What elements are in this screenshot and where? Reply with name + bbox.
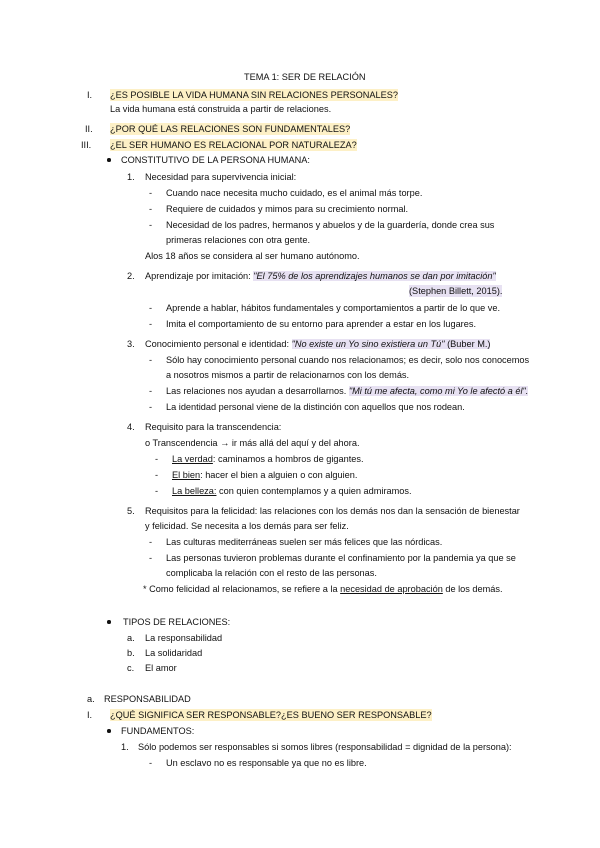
list-letter: c. bbox=[127, 663, 135, 673]
sub-item: o Transcendencia → ir más allá del aquí y del ahora. bbox=[145, 438, 360, 448]
list-item: Un esclavo no es responsable ya que no es libre. bbox=[166, 758, 367, 768]
dash: - bbox=[149, 319, 153, 329]
subheading: FUNDAMENTOS: bbox=[121, 726, 195, 736]
item-heading: Sólo podemos ser responsables si somos libres (responsabilidad = dignidad de la persona): bbox=[138, 742, 512, 752]
underlined-term: El bien bbox=[172, 470, 201, 480]
underlined-term: La belleza: bbox=[172, 486, 217, 496]
dash: - bbox=[149, 386, 153, 396]
list-item: La responsabilidad bbox=[145, 633, 223, 643]
section-number: III. bbox=[81, 140, 92, 150]
section-letter: a. bbox=[87, 694, 95, 704]
dash: - bbox=[155, 486, 159, 496]
list-item: Las culturas mediterráneas suelen ser más felices que las nórdicas. bbox=[166, 537, 443, 547]
note-text: de los demás. bbox=[442, 584, 503, 594]
item-heading-text: Aprendizaje por imitación: bbox=[145, 271, 254, 281]
list-item: La identidad personal viene de la distinción con aquellos que nos rodean. bbox=[166, 402, 465, 412]
list-item: El amor bbox=[145, 663, 177, 673]
subheading: TIPOS DE RELACIONES: bbox=[123, 617, 231, 627]
list-item: Imita el comportamiento de su entorno para aprender a estar en los lugares. bbox=[166, 319, 476, 329]
item-heading bbox=[145, 270, 496, 282]
section-number: I. bbox=[87, 710, 93, 720]
list-letter: a. bbox=[127, 633, 135, 643]
citation: (Buber M.) bbox=[444, 339, 491, 349]
list-item-text: : caminamos a hombros de gigantes. bbox=[212, 454, 364, 464]
list-item bbox=[172, 469, 357, 481]
bullet bbox=[107, 158, 111, 162]
list-item: Sólo hay conocimiento personal cuando nos relacionamos; es decir, solo nos conocemos bbox=[166, 355, 530, 365]
quote: "Mi tú me afecta, como mi Yo le afectó a él". bbox=[348, 386, 529, 396]
list-item-text: con quien contemplamos y a quien admiramos. bbox=[216, 486, 412, 496]
dash: - bbox=[149, 303, 153, 313]
dash: - bbox=[155, 454, 159, 464]
list-item: Aprende a hablar, hábitos fundamentales y comportamientos a partir de lo que ve. bbox=[166, 303, 501, 313]
list-item: La solidaridad bbox=[145, 648, 203, 658]
dash: - bbox=[149, 220, 153, 230]
list-item-text: Las relaciones nos ayudan a desarrollarnos. bbox=[166, 386, 349, 396]
list-item: Requiere de cuidados y mimos para su crecimiento normal. bbox=[166, 204, 409, 214]
list-item-cont: primeras relaciones con otra gente. bbox=[166, 235, 311, 245]
section-number: II. bbox=[85, 124, 93, 134]
note: Alos 18 años se considera al ser humano autónomo. bbox=[145, 251, 360, 261]
note-text: * Como felicidad al relacionamos, se refiere a la bbox=[143, 584, 341, 594]
list-item: Necesidad de los padres, hermanos y abuelos y de la guardería, donde crea sus bbox=[166, 220, 495, 230]
item-heading bbox=[145, 338, 490, 350]
dash: - bbox=[149, 537, 153, 547]
item-number: 2. bbox=[127, 271, 135, 281]
item-number: 5. bbox=[127, 506, 135, 516]
item-number: 4. bbox=[127, 422, 135, 432]
list-item bbox=[166, 385, 528, 397]
item-heading: Requisitos para la felicidad: las relaciones con los demás nos dan la sensación de bienestar bbox=[145, 506, 520, 516]
list-item: Cuando nace necesita mucho cuidado, es el animal más torpe. bbox=[166, 188, 423, 198]
section-question: ¿QUÉ SIGNIFICA SER RESPONSABLE?¿ES BUENO SER RESPONSABLE? bbox=[110, 710, 432, 720]
page-title: TEMA 1: SER DE RELACIÓN bbox=[244, 72, 366, 82]
list-item-cont: a nosotros mismos a partir de relacionarnos con los demás. bbox=[166, 370, 410, 380]
dash: - bbox=[149, 355, 153, 365]
section-question: ¿EL SER HUMANO ES RELACIONAL POR NATURALEZA? bbox=[110, 140, 357, 150]
quote: "No existe un Yo sino existiera un Tú" bbox=[291, 339, 445, 349]
bullet bbox=[107, 620, 111, 624]
subheading: CONSTITUTIVO DE LA PERSONA HUMANA: bbox=[121, 155, 310, 165]
bullet bbox=[107, 729, 111, 733]
item-number: 1. bbox=[121, 742, 129, 752]
dash: - bbox=[149, 204, 153, 214]
item-heading: Requisito para la transcendencia: bbox=[145, 422, 282, 432]
list-item bbox=[172, 453, 364, 465]
section-question: ¿POR QUÉ LAS RELACIONES SON FUNDAMENTALES? bbox=[110, 124, 351, 134]
dash: - bbox=[155, 470, 159, 480]
item-number: 3. bbox=[127, 339, 135, 349]
underlined-term: La verdad bbox=[172, 454, 213, 464]
section-question: ¿ES POSIBLE LA VIDA HUMANA SIN RELACIONES PERSONALES? bbox=[110, 90, 398, 100]
list-item-text: : hacer el bien a alguien o con alguien. bbox=[200, 470, 358, 480]
section-number: I. bbox=[87, 90, 93, 100]
item-heading-cont: y felicidad. Se necesita a los demás para ser feliz. bbox=[145, 521, 349, 531]
list-item: Las personas tuvieron problemas durante el confinamiento por la pandemia ya que se bbox=[166, 553, 516, 563]
note bbox=[143, 583, 503, 595]
dash: - bbox=[149, 402, 153, 412]
item-heading-text: Conocimiento personal e identidad: bbox=[145, 339, 292, 349]
section-answer: La vida humana está construida a partir de relaciones. bbox=[110, 104, 332, 114]
section-heading: RESPONSABILIDAD bbox=[104, 694, 191, 704]
item-number: 1. bbox=[127, 172, 135, 182]
dash: - bbox=[149, 188, 153, 198]
citation: (Stephen Billett, 2015). bbox=[409, 286, 503, 296]
underlined-term: necesidad de aprobación bbox=[340, 584, 443, 594]
dash: - bbox=[149, 758, 153, 768]
dash: - bbox=[149, 553, 153, 563]
list-letter: b. bbox=[127, 648, 135, 658]
item-heading: Necesidad para supervivencia inicial: bbox=[145, 172, 297, 182]
list-item-cont: complicaba la relación con el resto de las personas. bbox=[166, 568, 377, 578]
quote: "El 75% de los aprendizajes humanos se dan por imitación" bbox=[253, 271, 496, 281]
list-item bbox=[172, 485, 412, 497]
